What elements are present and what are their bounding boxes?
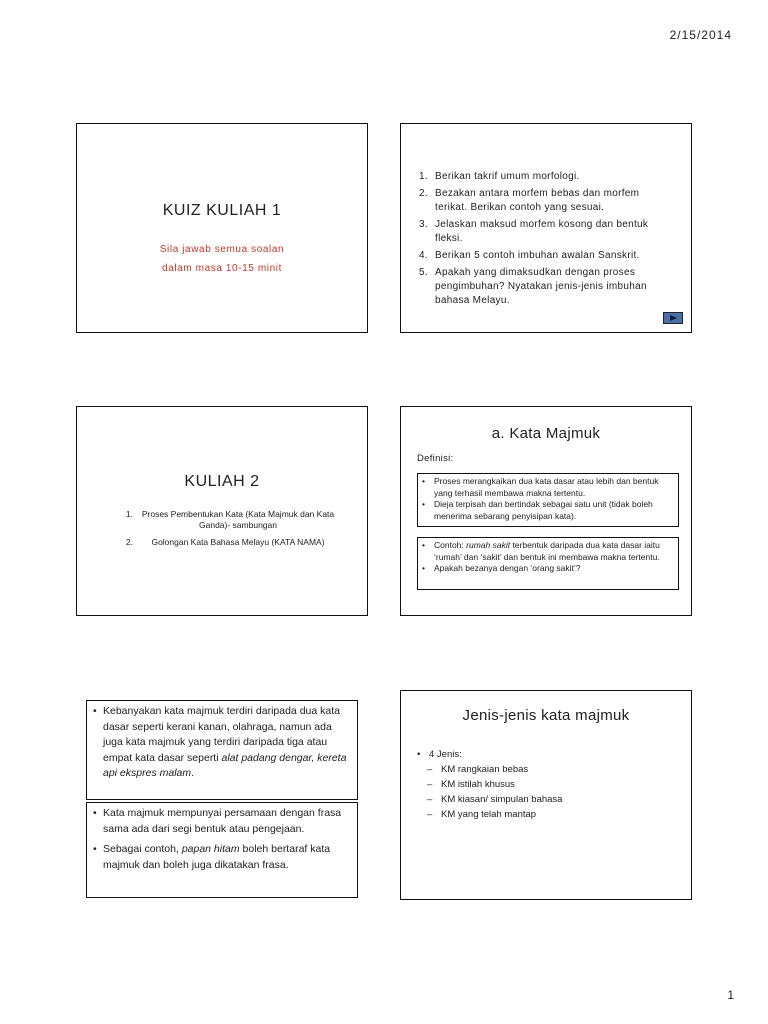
dash-icon: – bbox=[427, 809, 433, 820]
page-date: 2/15/2014 bbox=[669, 28, 732, 42]
list-item bbox=[93, 842, 351, 873]
question-text: Apakah yang dimaksudkan dengan proses pengimbuhan? Nyatakan jenis-jenis imbuhan bahasa Melayu. bbox=[435, 267, 647, 306]
question-text: Berikan 5 contoh imbuhan awalan Sanskrit. bbox=[435, 250, 640, 261]
question-item bbox=[419, 170, 669, 184]
list-item bbox=[422, 499, 674, 522]
phrase-comparison-text: Kata majmuk mempunyai persamaan dengan frasa sama ada dari segi bentuk atau pengejaan. bbox=[103, 807, 342, 835]
bullet-icon: • bbox=[422, 476, 425, 486]
compound-words-end: . bbox=[191, 767, 195, 779]
bullet-icon: • bbox=[93, 705, 97, 717]
types-heading: 4 Jenis: bbox=[429, 749, 462, 760]
type-label: KM kiasan/ simpulan bahasa bbox=[441, 794, 563, 805]
dash-icon: – bbox=[427, 794, 433, 805]
slide-3-title: KULIAH 2 bbox=[184, 473, 260, 490]
list-item bbox=[93, 704, 351, 782]
definition-box bbox=[417, 473, 679, 527]
definition-label: Definisi: bbox=[417, 453, 454, 464]
list-item bbox=[427, 777, 562, 792]
bullet-icon: • bbox=[93, 807, 97, 819]
slide-1-subtitle-line-1: Sila jawab semua soalan bbox=[159, 244, 285, 255]
question-text: Berikan takrif umum morfologi. bbox=[435, 171, 580, 182]
slide-2 bbox=[400, 123, 692, 333]
slide-5 bbox=[76, 690, 368, 900]
bullet-icon: • bbox=[422, 563, 425, 573]
definition-text: Proses merangkaikan dua kata dasar atau lebih dan bentuk yang terhasil membawa makna tertentu. bbox=[434, 476, 659, 498]
list-item bbox=[422, 476, 674, 499]
question-number: 5. bbox=[419, 267, 428, 278]
list-item bbox=[427, 792, 562, 807]
topic-text: Golongan Kata Bahasa Melayu (KATA NAMA) bbox=[151, 537, 325, 547]
question-item bbox=[419, 249, 669, 263]
question-number: 4. bbox=[419, 250, 428, 261]
list-item bbox=[417, 747, 562, 762]
types-list bbox=[417, 747, 562, 822]
dash-icon: – bbox=[427, 764, 433, 775]
compound-words-example: alat padang dengar, kereta api ekspres malam bbox=[103, 751, 347, 779]
phrase-example-text bbox=[103, 842, 351, 873]
type-label: KM rangkaian bebas bbox=[441, 764, 529, 775]
example-rest: terbentuk daripada dua kata dasar iaitu ‘rumah’ dan ‘sakit’ dan bentuk ini membawa makna tertentu. bbox=[434, 540, 660, 562]
definition-text: Dieja terpisah dan bertindak sebagai satu unit (tidak boleh menerima sebarang penyisipan kata). bbox=[434, 499, 653, 521]
topic-number: 1. bbox=[125, 509, 133, 519]
question-number: 2. bbox=[419, 188, 428, 199]
example-prefix: Contoh: bbox=[434, 540, 467, 550]
list-item bbox=[422, 563, 674, 575]
slide-1 bbox=[76, 123, 368, 333]
bullet-icon: • bbox=[422, 499, 425, 509]
question-item bbox=[419, 218, 669, 246]
bullet-icon: • bbox=[422, 540, 425, 550]
bullet-icon: • bbox=[93, 843, 97, 855]
lecture-topic-list bbox=[107, 509, 337, 554]
phrase-comparison-box bbox=[86, 802, 358, 898]
dash-icon: – bbox=[427, 779, 433, 790]
phrase-example-prefix: Sebagai contoh, bbox=[103, 843, 182, 855]
question-number: 3. bbox=[419, 219, 428, 230]
slide-1-title: KUIZ KULIAH 1 bbox=[162, 202, 282, 219]
topic-number: 2. bbox=[125, 537, 133, 547]
phrase-example-term: papan hitam bbox=[181, 843, 240, 855]
bullet-icon: • bbox=[417, 749, 421, 760]
slide-3 bbox=[76, 406, 368, 616]
example-question: Apakah bezanya dengan ‘orang sakit’? bbox=[434, 563, 581, 573]
example-term: rumah sakit bbox=[466, 540, 511, 550]
slide-4-title: a. Kata Majmuk bbox=[491, 425, 601, 442]
question-item bbox=[419, 266, 669, 308]
compound-words-box bbox=[86, 700, 358, 800]
list-item bbox=[93, 806, 351, 837]
list-item bbox=[427, 807, 562, 822]
topic-text: Proses Pembentukan Kata (Kata Majmuk dan Kata Ganda)- sambungan bbox=[141, 509, 335, 530]
list-item bbox=[427, 762, 562, 777]
page-number: 1 bbox=[727, 988, 734, 1002]
question-item bbox=[419, 187, 669, 215]
slide-6 bbox=[400, 690, 692, 900]
question-text: Bezakan antara morfem bebas dan morfem terikat. Berikan contoh yang sesuai. bbox=[435, 188, 640, 213]
lecture-topic-item bbox=[107, 509, 337, 531]
question-text: Jelaskan maksud morfem kosong dan bentuk fleksi. bbox=[435, 219, 649, 244]
question-list bbox=[419, 170, 669, 311]
types-sublist bbox=[417, 762, 562, 822]
question-number: 1. bbox=[419, 171, 428, 182]
list-item bbox=[422, 540, 674, 563]
compound-words-intro: Kebanyakan kata majmuk terdiri daripada dua kata dasar seperti kerani kanan, olahraga, namun ada juga kata majmuk yang terdiri daripada tiga atau empat kata dasar seperti bbox=[103, 705, 340, 764]
next-slide-icon[interactable] bbox=[663, 312, 683, 324]
example-box bbox=[417, 537, 679, 590]
slide-4 bbox=[400, 406, 692, 616]
phrase-example-rest: boleh bertaraf kata majmuk dan boleh juga dikatakan frasa. bbox=[103, 843, 331, 871]
type-label: KM istilah khusus bbox=[441, 779, 515, 790]
slide-6-title: Jenis-jenis kata majmuk bbox=[462, 707, 630, 724]
lecture-topic-item bbox=[107, 537, 337, 548]
example-text bbox=[434, 540, 674, 563]
slide-1-subtitle-line-2: dalam masa 10-15 minit bbox=[162, 263, 282, 274]
compound-words-text bbox=[103, 704, 351, 782]
type-label: KM yang telah mantap bbox=[441, 809, 537, 820]
